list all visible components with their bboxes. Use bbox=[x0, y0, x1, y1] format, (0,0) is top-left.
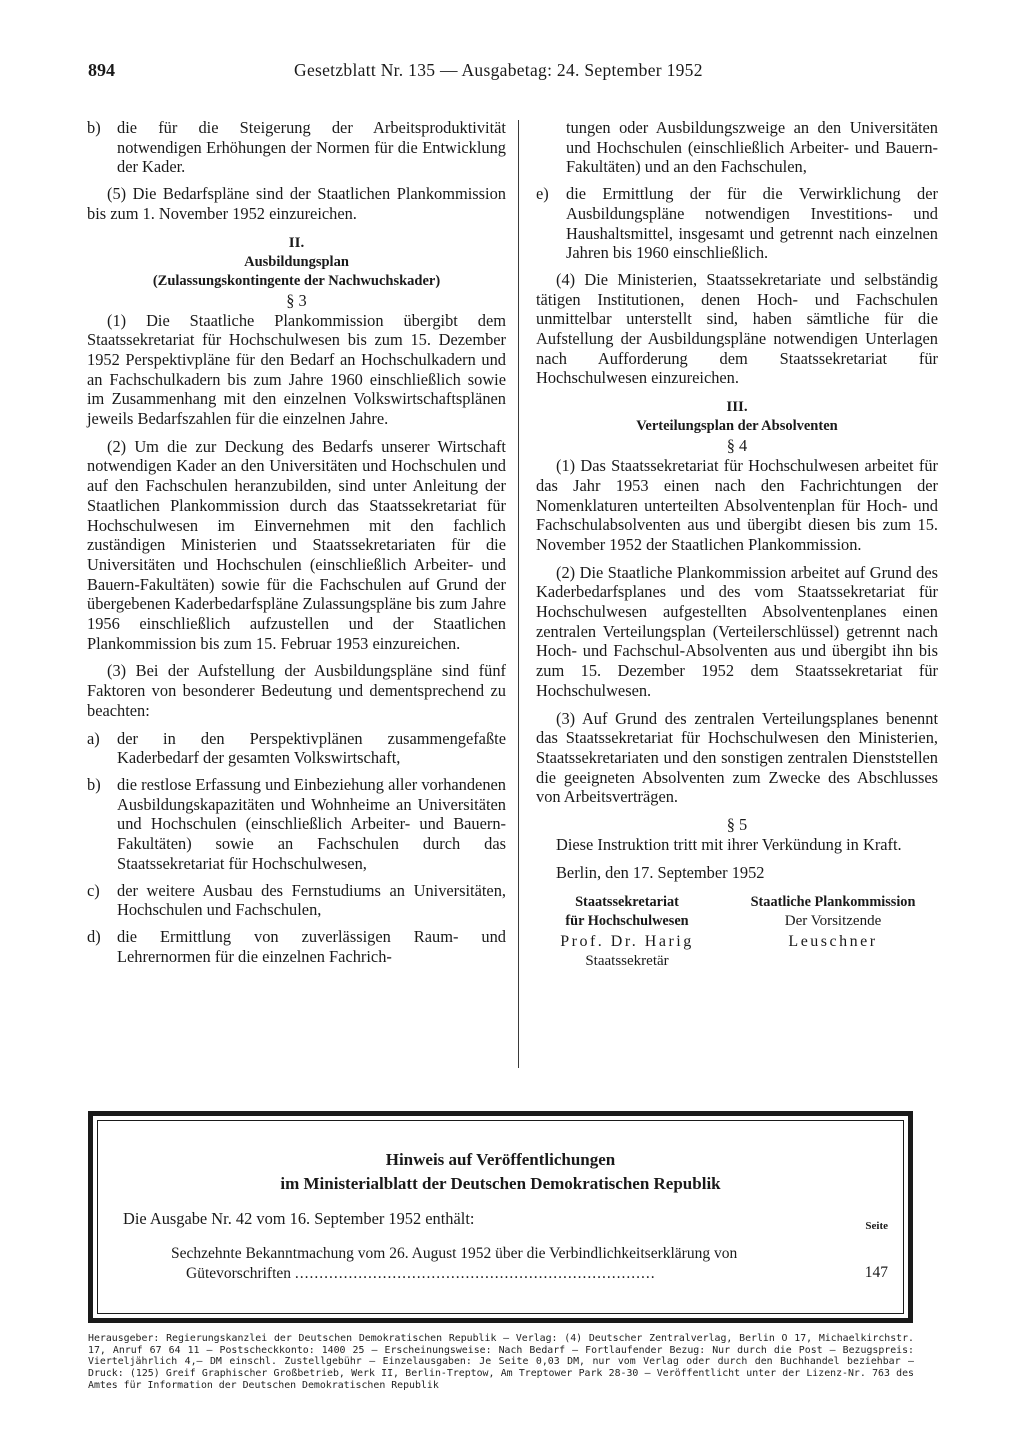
section-number: II. bbox=[288, 234, 305, 251]
notice-entry-page: 147 bbox=[864, 1264, 888, 1281]
notice-issue-line: Die Ausgabe Nr. 42 vom 16. September 1952 enthält: bbox=[123, 1209, 475, 1228]
notice-entry-line: Sechzehnte Bekanntmachung vom 26. August 1952 über die Verbindlichkeitserklärung von bbox=[171, 1245, 738, 1262]
column-divider bbox=[518, 120, 519, 1068]
paragraph-4-3: (3) Auf Grund des zentralen Verteilungsplanes benennt das Staatssekretariat für Hochschulwesen den Ministerien, Staatssekretariaten und den sonstigen zentralen Dienststellen die geeigneten Absolventen zum Zwecke des Abschlusses von Arbeitsverträgen. bbox=[536, 708, 938, 807]
page-header bbox=[88, 60, 938, 86]
imprint-footer: Herausgeber: Regierungskanzlei der Deutschen Demokratischen Republik — Verlag: (4) Deutscher Zentralverlag, Berlin O 17, Michaelkirchstr. 17, Anruf 67 64 11 — Postscheckkonto: 1400 25 — Erscheinungsweise: Nach Bedarf — Fortlaufender Bezug: Nur durch die Post — Bezugspreis: Vierteljährlich 4,— DM einschl. Zustellgebühr — Einzelausgaben: Je Seite 0,03 DM, nur vom Verlag oder durch den Buchhandel beziehbar — Druck: (125) Greif Graphischer Großbetrieb, Werk II, Berlin-Treptow, Am Treptower Park 28-30 — Veröffentlicht unter der Lizenz-Nr. 763 des Amtes für Information der Deutschen Demokratischen Republik bbox=[88, 1333, 914, 1391]
item-label: b) bbox=[87, 118, 101, 137]
paragraph-2-5: (5) Die Bedarfspläne sind der Staatlichen Plankommission bis zum 1. November 1952 einzureichen. bbox=[87, 184, 506, 223]
list-item-e bbox=[536, 184, 938, 263]
signature-left bbox=[536, 893, 718, 972]
paragraph-5: Diese Instruktion tritt mit ihrer Verkündung in Kraft. bbox=[556, 835, 902, 855]
item-label: d) bbox=[87, 926, 101, 946]
item-text: die restlose Erfassung und Einbeziehung aller vorhandenen Ausbildungskapazitäten und Wohnheime an Universitäten und Hochschulen (einschließlich Arbeiter- und Bauern-Fakultäten) sowie an Fachschulen durch das Staatssekretariat für Hochschulwesen, bbox=[117, 774, 506, 873]
section-title: Ausbildungsplan bbox=[244, 253, 349, 270]
leader-dots: .......................................................................... bbox=[294, 1265, 656, 1282]
signatory-org: für Hochschulwesen bbox=[565, 913, 689, 929]
paragraph-3-4: (4) Die Ministerien, Staatssekretariate und selbständig tätigen Institutionen, denen Hoch- und Fachschulen unmittelbar unterstellt sind, haben sämtliche für die Aufstellung der Ausbildungspläne notwendigen Unterlagen nach Aufforderung dem Staatssekretariat für Hochschulwesen einzureichen. bbox=[536, 269, 938, 388]
item-text: die für die Steigerung der Arbeitsproduktivität notwendigen Erhöhungen der Normen für die Entwicklung der Kader. bbox=[117, 118, 506, 177]
item-text: die Ermittlung der für die Verwirklichung der Ausbildungspläne notwendigen Investitions- und Haushaltsmittel, insgesamt und getrennt nach einzelnen Jahren bis 1960 einschließlich. bbox=[566, 184, 938, 263]
list-item-b-top bbox=[87, 118, 506, 177]
publication-notice-box bbox=[88, 1111, 913, 1323]
paragraph-3-1: (1) Die Staatliche Plankommission übergibt dem Staatssekretariat für Hochschulwesen bis zum 15. Dezember 1952 Perspektivpläne für den Bedarf an Hochschulkadern und an Fachschulkadern bis zum Jahre 1960 einschließlich sowie im Zusammenhang mit den einzelnen Volkswirtschaftsplänen jeweils Bedarfszahlen für die einzelnen Jahre. bbox=[87, 310, 506, 429]
paragraph-symbol: § 5 bbox=[726, 815, 748, 835]
item-label: b) bbox=[87, 774, 101, 794]
signatory-name: Leuschner bbox=[788, 932, 878, 950]
continued-item-d: tungen oder Ausbildungszweige an den Universitäten und Hochschulen (einschließlich Arbeiter- und Bauern-Fakultäten) und an den Fachschulen, bbox=[566, 118, 938, 177]
list-item bbox=[87, 881, 506, 920]
item-text: der weitere Ausbau des Fernstudiums an Universitäten, Hochschulen und Fachschulen, bbox=[117, 880, 506, 920]
paragraph-4-2: (2) Die Staatliche Plankommission arbeitet auf Grund des Kaderbedarfsplanes und des vom Staatssekretariat für Hochschulwesen aufgestellten Absolventenplanes einen zentralen Verteilungsplan (Verteilerschlüssel) getrennt nach Hoch- und Fachschul-Absolventen aus und übergibt ihn bis zum 15. Dezember 1952 dem Staatssekretariat für Hochschulwesen. bbox=[536, 562, 938, 700]
signatory-role: Staatssekretär bbox=[585, 953, 669, 969]
item-label: a) bbox=[87, 728, 100, 748]
list-item bbox=[87, 729, 506, 768]
section-number: III. bbox=[726, 399, 748, 416]
running-head: Gesetzblatt Nr. 135 — Ausgabetag: 24. September 1952 bbox=[294, 60, 703, 80]
notice-entry-line bbox=[171, 1264, 886, 1284]
item-label: e) bbox=[536, 184, 549, 204]
item-label: c) bbox=[87, 880, 100, 900]
section-title: Verteilungsplan der Absolventen bbox=[636, 418, 838, 435]
notice-seite-label: Seite bbox=[865, 1220, 888, 1232]
signatory-org: Staatssekretariat bbox=[575, 893, 679, 910]
page-number: 894 bbox=[88, 60, 115, 80]
date-line: Berlin, den 17. September 1952 bbox=[556, 862, 765, 882]
notice-title-line: im Ministerialblatt der Deutschen Demokratischen Republik bbox=[280, 1174, 721, 1193]
notice-entry bbox=[171, 1244, 886, 1284]
left-column bbox=[87, 118, 506, 973]
list-item bbox=[87, 775, 506, 874]
list-item bbox=[87, 927, 506, 966]
notice-title-line: Hinweis auf Veröffentlichungen bbox=[385, 1150, 616, 1169]
notice-entry-text: Gütevorschriften bbox=[186, 1265, 292, 1282]
paragraph-3-2: (2) Um die zur Deckung des Bedarfs unserer Wirtschaft notwendigen Kader an den Universitäten und Hochschulen und auf den Fachschulen heranzubilden, sind unter Anleitung der Staatlichen Plankommission durch das Staatssekretariat für Hochschulwesen im Einvernehmen mit den fachlich zuständigen Ministerien und Staatssekretariaten für die Universitäten und Hochschulen (einschließlich Arbeiter- und Bauern-Fakultäten) sowie für die Fachschulen auf Grund der übergebenen Kaderbedarfspläne Zulassungspläne bis zum Jahre 1956 einschließlich aufzustellen und der Staatlichen Plankommission bis zum 15. Februar 1953 einzureichen. bbox=[87, 436, 506, 653]
signatory-role: Der Vorsitzende bbox=[784, 913, 882, 929]
paragraph-3-3: (3) Bei der Aufstellung der Ausbildungspläne sind fünf Faktoren von besonderer Bedeutung und dementsprechend zu beachten: bbox=[87, 661, 506, 720]
paragraph-symbol: § 4 bbox=[726, 436, 748, 456]
signature-right bbox=[728, 893, 938, 953]
right-column bbox=[536, 118, 938, 973]
signatory-name: Prof. Dr. Harig bbox=[560, 932, 694, 950]
signatory-org: Staatliche Plankommission bbox=[750, 893, 916, 910]
paragraph-4-1: (1) Das Staatssekretariat für Hochschulwesen arbeitet für das Jahr 1953 einen nach den Fachrichtungen der Nomenklaturen unterteilten Absolventenplan für Hoch- und Fachschulabsolventen aus und übergibt diesen bis zum 15. November 1952 der Staatlichen Plankommission. bbox=[536, 456, 938, 554]
notice-title bbox=[93, 1148, 908, 1196]
paragraph-symbol: § 3 bbox=[286, 290, 307, 310]
item-text: der in den Perspektivplänen zusammengefaßte Kaderbedarf der gesamten Volkswirtschaft, bbox=[117, 728, 506, 768]
signature-block bbox=[536, 893, 938, 973]
section-subtitle: (Zulassungskontingente der Nachwuchskader) bbox=[152, 272, 441, 289]
item-text: die Ermittlung von zuverlässigen Raum- und Lehrernormen für die einzelnen Fachrich- bbox=[117, 926, 506, 966]
